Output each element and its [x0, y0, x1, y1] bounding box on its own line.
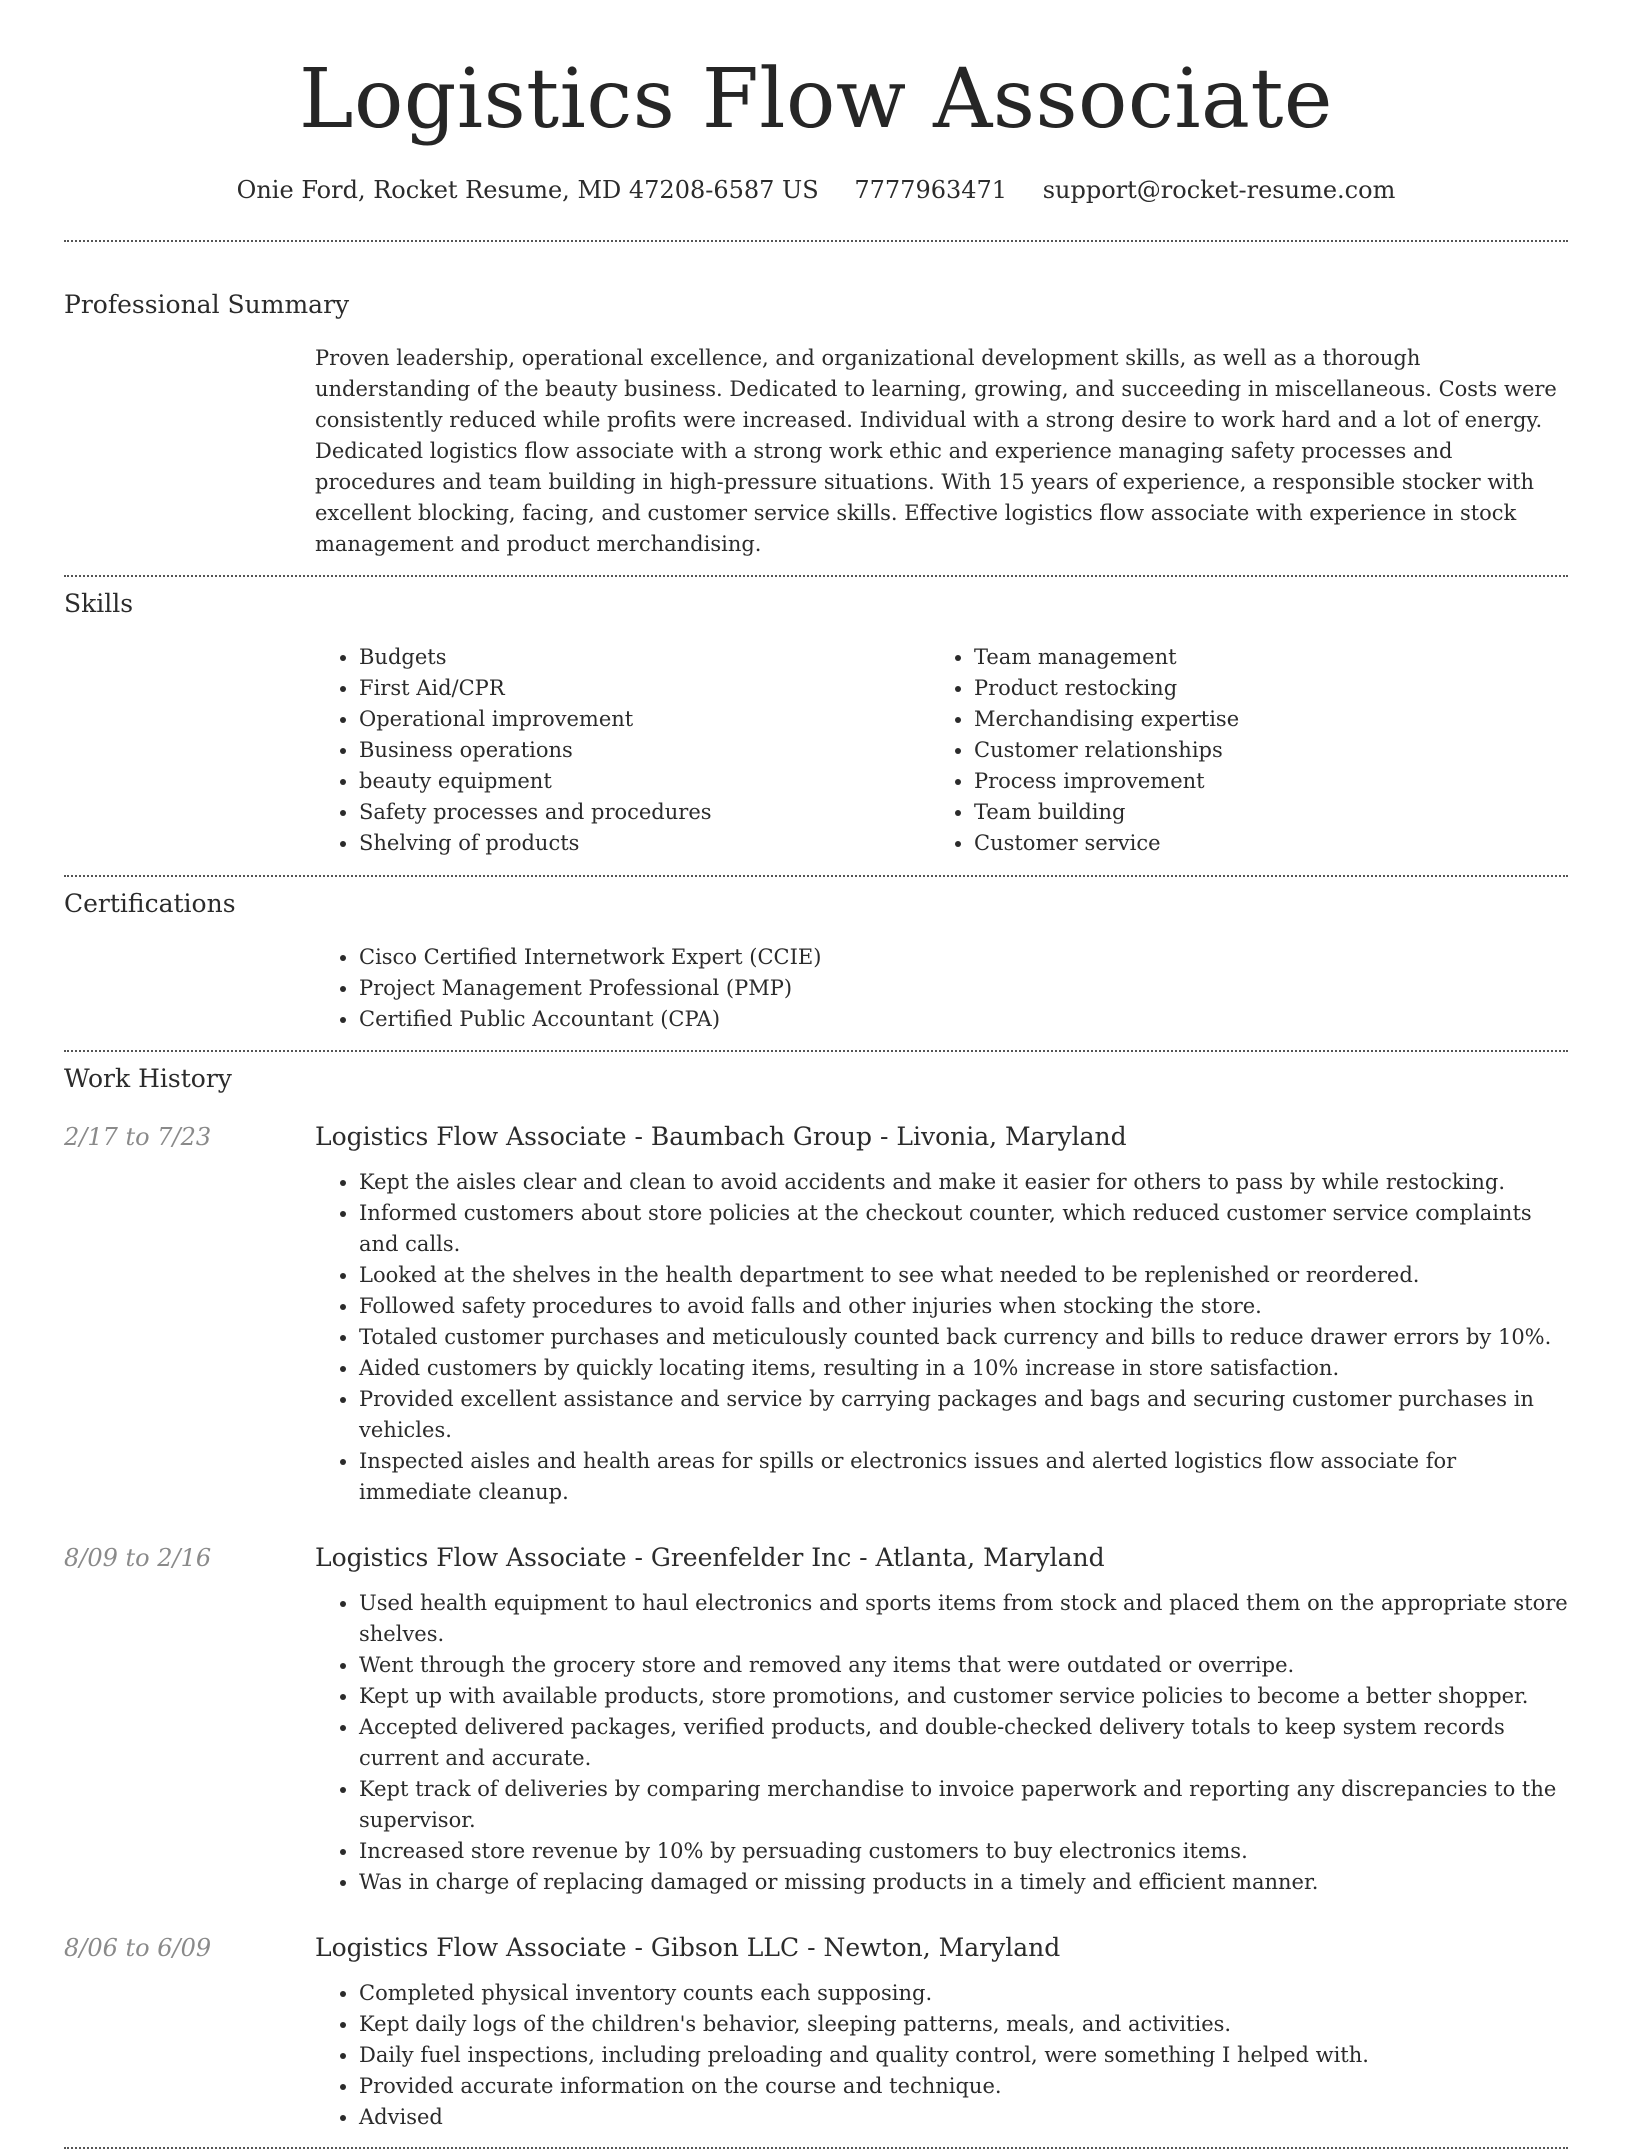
skills-list-right: [930, 642, 1568, 859]
job-entry: [64, 1542, 1568, 1898]
work-history-heading: Work History: [64, 1064, 232, 1093]
job-bullet: • Advised: [359, 2102, 1568, 2133]
contact-line: [64, 174, 1568, 206]
job-bullets: [315, 1588, 1568, 1898]
certification-item: • Certified Public Accountant (CPA): [359, 1004, 1568, 1035]
job-bullet: • Kept the aisles clear and clean to avoid accidents and make it easier for others to pass by while restocking.: [359, 1167, 1568, 1198]
job-dates: 8/09 to 2/16: [64, 1544, 212, 1572]
job-bullet: • Totaled customer purchases and meticulously counted back currency and bills to reduce drawer errors by 10%.: [359, 1322, 1568, 1353]
skill-item: • beauty equipment: [359, 766, 930, 797]
skill-item: • Business operations: [359, 735, 930, 766]
certifications-heading: Certifications: [64, 889, 236, 918]
job-title: Logistics Flow Associate - Greenfelder Inc - Atlanta, Maryland: [315, 1543, 1105, 1572]
skill-item: • Budgets: [359, 642, 930, 673]
job-bullet: • Kept up with available products, store promotions, and customer service policies to become a better shopper.: [359, 1681, 1568, 1712]
job-bullet: • Was in charge of replacing damaged or missing products in a timely and efficient manner.: [359, 1867, 1568, 1898]
job-bullets: [315, 1978, 1568, 2133]
skill-item: • Team management: [974, 642, 1568, 673]
job-bullet: • Went through the grocery store and removed any items that were outdated or overripe.: [359, 1650, 1568, 1681]
job-title: Logistics Flow Associate - Baumbach Group - Livonia, Maryland: [315, 1122, 1127, 1151]
job-dates: 8/06 to 6/09: [64, 1934, 212, 1962]
job-bullet: • Completed physical inventory counts each supposing.: [359, 1978, 1568, 2009]
job-bullet: • Followed safety procedures to avoid falls and other injuries when stocking the store.: [359, 1291, 1568, 1322]
skill-item: • Operational improvement: [359, 704, 930, 735]
certifications-list: [315, 942, 1568, 1035]
section-divider: [64, 240, 1568, 242]
skill-item: • First Aid/CPR: [359, 673, 930, 704]
job-bullet: • Accepted delivered packages, verified products, and double-checked delivery totals to keep system records current and accurate.: [359, 1712, 1568, 1774]
certification-item: • Cisco Certified Internetwork Expert (CCIE): [359, 942, 1568, 973]
certifications-section: [64, 888, 1568, 1035]
skill-item: • Shelving of products: [359, 828, 930, 859]
contact-address: Onie Ford, Rocket Resume, MD 47208-6587 US: [236, 176, 819, 204]
job-bullet: • Provided excellent assistance and service by carrying packages and bags and securing customer purchases in vehicles.: [359, 1384, 1568, 1446]
job-details: [315, 1932, 1568, 2133]
skill-item: • Customer service: [974, 828, 1568, 859]
skill-item: • Process improvement: [974, 766, 1568, 797]
skills-section: [64, 588, 1568, 859]
summary-body: [315, 343, 1568, 560]
job-bullet: • Kept daily logs of the children's behavior, sleeping patterns, meals, and activities.: [359, 2009, 1568, 2040]
skills-heading: Skills: [64, 589, 134, 618]
job-bullet: • Inspected aisles and health areas for spills or electronics issues and alerted logistics flow associate for immediate cleanup.: [359, 1446, 1568, 1508]
contact-phone: 7777963471: [854, 176, 1008, 204]
job-bullets: [315, 1167, 1568, 1508]
certifications-body: [315, 942, 1568, 1035]
job-bullet: • Daily fuel inspections, including preloading and quality control, were something I helped with.: [359, 2040, 1568, 2071]
job-bullet: • Kept track of deliveries by comparing merchandise to invoice paperwork and reporting any discrepancies to the supervisor.: [359, 1774, 1568, 1836]
skill-item: • Customer relationships: [974, 735, 1568, 766]
job-bullet: • Increased store revenue by 10% by persuading customers to buy electronics items.: [359, 1836, 1568, 1867]
job-entry: [64, 1932, 1568, 2133]
job-bullet: • Looked at the shelves in the health department to see what needed to be replenished or reordered.: [359, 1260, 1568, 1291]
skill-item: • Team building: [974, 797, 1568, 828]
job-bullet: • Provided accurate information on the course and technique.: [359, 2071, 1568, 2102]
skills-grid: [315, 642, 1568, 859]
certification-item: • Project Management Professional (PMP): [359, 973, 1568, 1004]
summary-text: Proven leadership, operational excellence, and organizational development skills, as well as a thorough understanding of the beauty business. Dedicated to learning, growing, and succeeding in miscellaneous. Costs were consistently reduced while profits were increased. Individual with a strong desire to work hard and a lot of energy. Dedicated logistics flow associate with a strong work ethic and experience managing safety processes and procedures and team building in high-pressure situations. With 15 years of experience, a responsible stocker with excellent blocking, facing, and customer service skills. Effective logistics flow associate with experience in stock management and product merchandising.: [315, 346, 1557, 556]
section-divider: [64, 575, 1568, 577]
job-details: [315, 1542, 1568, 1898]
job-bullet: • Informed customers about store policies at the checkout counter, which reduced customer service complaints and calls.: [359, 1198, 1568, 1260]
work-history-section: [64, 1063, 1568, 2133]
skills-list-left: [315, 642, 930, 859]
job-title: Logistics Flow Associate - Gibson LLC - Newton, Maryland: [315, 1933, 1061, 1962]
summary-heading: Professional Summary: [64, 290, 350, 319]
job-entry: [64, 1121, 1568, 1508]
summary-section: [64, 289, 1568, 560]
skill-item: • Safety processes and procedures: [359, 797, 930, 828]
job-details: [315, 1121, 1568, 1508]
skill-item: • Product restocking: [974, 673, 1568, 704]
skill-item: • Merchandising expertise: [974, 704, 1568, 735]
job-bullet: • Aided customers by quickly locating items, resulting in a 10% increase in store satisfaction.: [359, 1353, 1568, 1384]
job-dates: 2/17 to 7/23: [64, 1123, 212, 1151]
contact-email: support@rocket-resume.com: [1042, 176, 1396, 204]
section-divider: [64, 875, 1568, 877]
resume-title: Logistics Flow Associate: [299, 52, 1333, 147]
section-divider: [64, 1050, 1568, 1052]
job-bullet: • Used health equipment to haul electronics and sports items from stock and placed them on the appropriate store shelves.: [359, 1588, 1568, 1650]
